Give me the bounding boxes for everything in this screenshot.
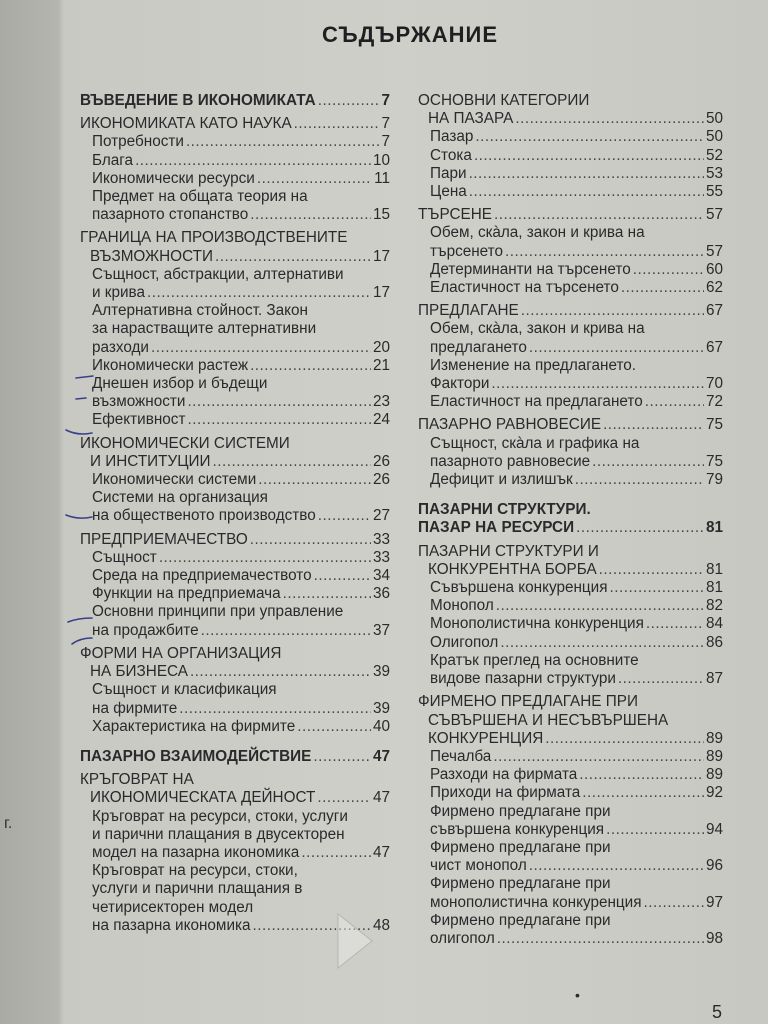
toc-entry-title: Детерминанти на търсенето [430, 260, 631, 278]
toc-entry-title: Пазар [430, 128, 474, 146]
toc-entry-title: ВЪЗМОЖНОСТИ [90, 247, 213, 265]
toc-entry-title: ПРЕДПРИЕМАЧЕСТВО [80, 530, 248, 548]
toc-page-number: 24 [372, 411, 390, 429]
toc-page-number: 11 [374, 169, 390, 187]
toc-entry-title: и парични плащания в двусекторен [92, 825, 345, 843]
toc-page-number: 81 [705, 519, 723, 537]
toc-entry-title: ИКОНОМИЧЕСКИ СИСТЕМИ [80, 434, 290, 452]
toc-entry-title: Съвършена конкуренция [430, 579, 608, 597]
toc-page-number: 79 [705, 471, 723, 489]
toc-entry-title: КОНКУРЕНТНА БОРБА [428, 560, 597, 578]
toc-page-number: 75 [705, 416, 723, 434]
toc-entry-title: НА ПАЗАРА [428, 110, 514, 128]
toc-entry-title: Същност, абстракции, алтернативи [92, 265, 344, 283]
toc-entry-title: Изменение на предлагането. [430, 356, 637, 374]
toc-entry-title: ФИРМЕНО ПРЕДЛАГАНЕ ПРИ [418, 693, 638, 711]
toc-entry-title: ВЪВЕДЕНИЕ В ИКОНОМИКАТА [80, 92, 316, 109]
toc-page-number: 23 [372, 393, 390, 411]
toc-entry-title: Функции на предприемача [92, 585, 281, 603]
toc-page-number: 7 [381, 92, 390, 109]
toc-page-number: 36 [372, 585, 390, 603]
toc-page-number: 10 [372, 151, 390, 169]
toc-page-number: 26 [372, 471, 390, 489]
toc-page-number: 55 [705, 183, 723, 201]
toc-page-number: 92 [705, 784, 723, 802]
toc-entry-title: Икономически системи [92, 471, 257, 489]
toc-entry-title: Олигопол [430, 633, 499, 651]
toc-page-number: 62 [705, 279, 723, 297]
toc-page-number: 47 [372, 843, 390, 861]
page-title: СЪДЪРЖАНИЕ [321, 22, 499, 47]
toc-entry-title: Еластичност на предлагането [430, 393, 643, 411]
toc-entry-title: ПАЗАРНО ВЗАИМОДЕЙСТВИЕ [80, 747, 312, 765]
toc-page-number: 57 [705, 242, 723, 260]
toc-entry-title: Ефективност [92, 411, 186, 429]
toc-entry-title: Блага [92, 151, 134, 169]
toc-entry-title: Кратък преглед на основните [430, 651, 639, 669]
toc-entry-title: на общественото производство [92, 507, 316, 525]
toc-entry-title: чист монопол [430, 857, 527, 875]
toc-entry-title: Икономически ресурси [92, 169, 255, 187]
toc-page-number: 67 [705, 302, 723, 320]
toc-entry-title: Потребности [92, 133, 184, 151]
toc-page-number: 37 [372, 621, 390, 639]
toc-entry-title: Пари [430, 164, 467, 182]
toc-entry-title: на пазарна икономика [92, 916, 251, 934]
toc-page-number: 53 [705, 164, 723, 182]
toc-entry-title: Монопол [430, 597, 494, 615]
toc-page-number: 17 [372, 247, 390, 265]
toc-page-number: 52 [705, 146, 723, 164]
toc-page-number: 84 [705, 615, 723, 633]
toc-page-number: 89 [705, 729, 723, 747]
toc-entry-title: Еластичност на търсенето [430, 279, 619, 297]
toc-entry-title: на продажбите [92, 621, 199, 639]
toc-entry-title: Монополистична конкуренция [430, 615, 644, 633]
toc-entry-title: ТЪРСЕНЕ [418, 206, 492, 224]
toc-page-number: 67 [705, 338, 723, 356]
toc-page-number: 33 [372, 530, 390, 548]
toc-page-number: 72 [705, 393, 723, 411]
toc-entry-title: олигопол [430, 929, 495, 947]
toc-entry-title: Предмет на общата теория на [92, 188, 308, 206]
toc-entry-title: Характеристика на фирмите [92, 717, 296, 735]
toc-entry-title: Кръговрат на ресурси, стоки, услуги [92, 807, 348, 825]
toc-entry-title: търсенето [430, 242, 504, 260]
toc-entry-title: Основни принципи при управление [92, 603, 344, 621]
toc-page-number: 40 [372, 717, 390, 735]
toc-entry-title: Същност, скàла и графика на [430, 434, 640, 452]
toc-entry-title: Печалба [430, 747, 492, 765]
toc-entry-title: разходи [92, 338, 149, 356]
toc-page-number: 21 [372, 356, 390, 374]
toc-page-number: 81 [705, 560, 723, 578]
toc-page-number: 39 [372, 663, 390, 681]
toc-entry-title: И ИНСТИТУЦИИ [90, 452, 211, 470]
toc-entry-title: Обем, скàла, закон и крива на [430, 320, 645, 338]
toc-entry-title: ПРЕДЛАГАНЕ [418, 302, 519, 320]
toc-page-number: 98 [705, 929, 723, 947]
toc-entry-title: Обем, скàла, закон и крива на [430, 224, 645, 242]
toc-page-number: 97 [705, 893, 723, 911]
toc-entry-title: Цена [430, 183, 467, 201]
toc-entry-title: ИКОНОМИКАТА КАТО НАУКА [80, 115, 292, 133]
toc-entry-title: монополистична конкуренция [430, 893, 642, 911]
toc-entry-title: на фирмите [92, 699, 178, 717]
toc-page-number: 70 [705, 375, 723, 393]
toc-entry-title: за нарастващите алтернативни [92, 320, 317, 338]
toc-page-number: 39 [372, 699, 390, 717]
toc-page-number: 81 [705, 579, 723, 597]
toc-entry-title: ФОРМИ НА ОРГАНИЗАЦИЯ [80, 644, 282, 662]
toc-page-number: 75 [705, 452, 723, 470]
adjacent-page-fragment: г. [4, 815, 13, 832]
page-number: 5 [712, 1002, 723, 1022]
toc-entry-title: СЪВЪРШЕНА И НЕСЪВЪРШЕНА [428, 711, 669, 729]
toc-entry-title: предлагането [430, 338, 527, 356]
toc-entry-title: ГРАНИЦА НА ПРОИЗВОДСТВЕНИТЕ [80, 229, 348, 247]
toc-page-number: 34 [372, 567, 390, 585]
toc-page-number: 82 [705, 597, 723, 615]
toc-page-number: 47 [372, 789, 390, 807]
toc-page-number: 15 [372, 206, 390, 224]
toc-entry-title: КОНКУРЕНЦИЯ [428, 729, 544, 747]
toc-entry-title: Системи на организация [92, 489, 268, 507]
toc-entry-title: Фактори [430, 375, 490, 393]
toc-page-number: 86 [705, 633, 723, 651]
toc-page-number: 47 [372, 747, 390, 765]
toc-entry-title: Кръговрат на ресурси, стоки, [92, 862, 298, 880]
toc-entry-title: Разходи на фирмата [430, 766, 578, 784]
toc-page-number: 33 [372, 548, 390, 566]
toc-entry-title: Стока [430, 146, 472, 164]
toc-page-number: 57 [705, 206, 723, 224]
toc-entry-title: видове пазарни структури [430, 670, 616, 688]
toc-page-number: 20 [372, 338, 390, 356]
toc-entry-title: и крива [92, 284, 146, 302]
toc-page-number: 94 [705, 820, 723, 838]
toc-entry-title: Приходи на фирмата [430, 784, 581, 802]
toc-entry-title: Фирмено предлагане при [430, 911, 611, 929]
toc-entry-title: услуги и парични плащания в [92, 880, 303, 898]
toc-entry-title: Алтернативна стойност. Закон [92, 302, 308, 320]
toc-page-number: 60 [705, 260, 723, 278]
toc-entry-title: Същност [92, 548, 157, 566]
toc-page-number: 50 [705, 110, 723, 128]
toc-entry-title: Дефицит и излишък [430, 471, 573, 489]
toc-page-number: 89 [705, 747, 723, 765]
toc-page-number: 7 [381, 115, 390, 133]
toc-page-number: 87 [705, 670, 723, 688]
toc-entry-title: Фирмено предлагане при [430, 875, 611, 893]
toc-entry-title: модел на пазарна икономика [92, 843, 300, 861]
toc-entry-title: ПАЗАР НА РЕСУРСИ [418, 519, 575, 537]
toc-entry-title: пазарното стопанство [92, 206, 249, 224]
toc-entry-title: Икономически растеж [92, 356, 249, 374]
toc-page-number: 17 [372, 284, 390, 302]
toc-entry-title: Фирмено предлагане при [430, 802, 611, 820]
toc-page-number: 50 [705, 128, 723, 146]
toc-page-number: 26 [372, 452, 390, 470]
toc-entry-title: ИКОНОМИЧЕСКАТА ДЕЙНОСТ [90, 789, 316, 807]
toc-entry-title: ПАЗАРНИ СТРУКТУРИ. [418, 501, 591, 519]
toc-entry-title: пазарното равновесие [430, 452, 591, 470]
toc-entry-title: съвършена конкуренция [430, 820, 605, 838]
toc-page-number: 89 [705, 766, 723, 784]
toc-entry-title: КРЪГОВРАТ НА [80, 771, 194, 789]
toc-page-number: 96 [705, 857, 723, 875]
toc-page-number: 27 [372, 507, 390, 525]
toc-page-number: 7 [381, 133, 390, 151]
toc-entry-title: Фирмено предлагане при [430, 838, 611, 856]
toc-entry-title: ОСНОВНИ КАТЕГОРИИ [418, 92, 590, 109]
toc-entry-title: Среда на предприемачеството [92, 567, 312, 585]
toc-entry-title: възможности [92, 393, 186, 411]
toc-page-number: 48 [372, 916, 390, 934]
footer-mark: • [575, 987, 580, 1003]
toc-entry-title: Днешен избор и бъдещи [92, 375, 268, 393]
toc-entry-title: НА БИЗНЕСА [90, 663, 188, 681]
toc-entry-title: четирисекторен модел [92, 898, 254, 916]
toc-entry-title: Същност и класификация [92, 681, 277, 699]
toc-entry-title: ПАЗАРНО РАВНОВЕСИЕ [418, 416, 602, 434]
toc-entry-title: ПАЗАРНИ СТРУКТУРИ И [418, 542, 599, 560]
